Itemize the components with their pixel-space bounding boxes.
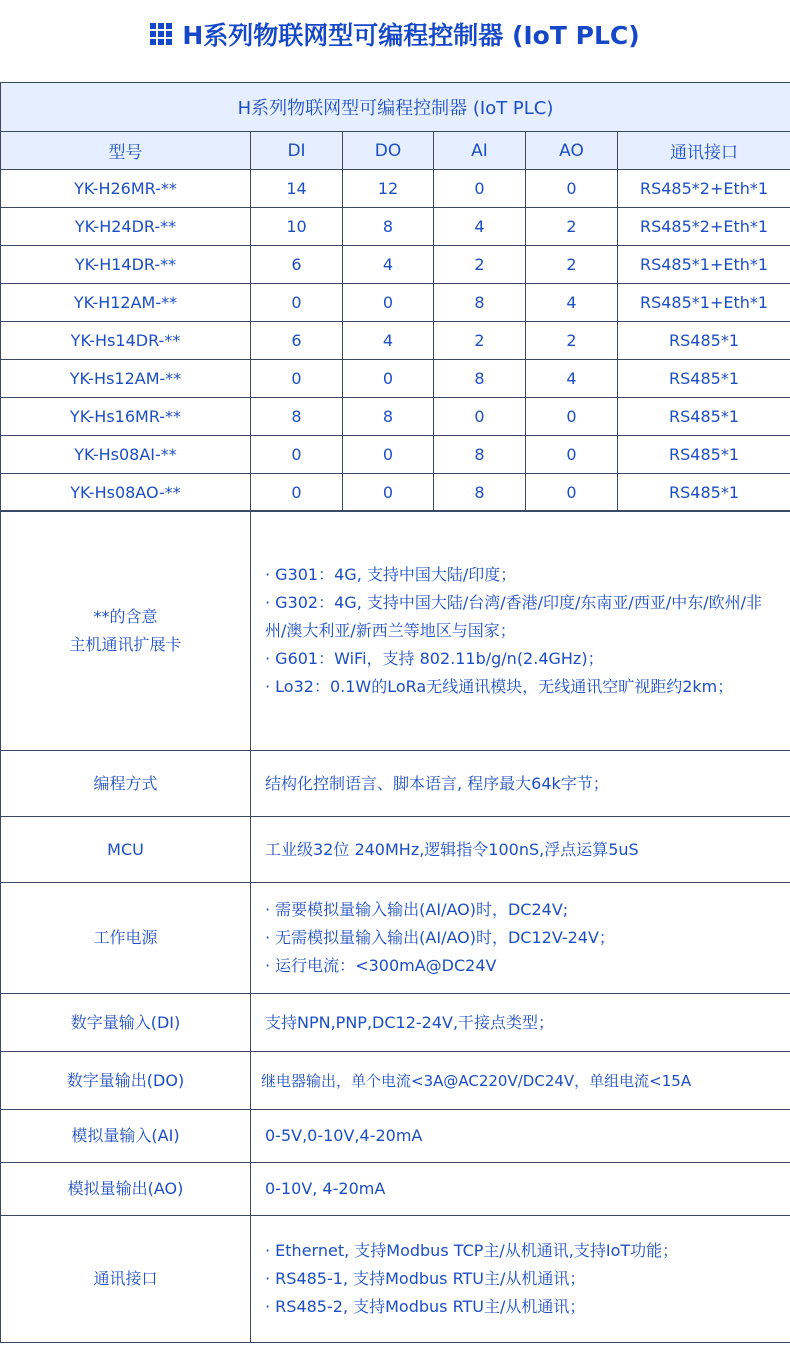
ao-cell: 0 xyxy=(526,474,618,512)
model-cell: YK-Hs08AO-** xyxy=(1,474,251,512)
feature-value: · 需要模拟量输入输出(AI/AO)时，DC24V; · 无需模拟量输入输出(AI/AO)时，DC12V-24V； · 运行电流：<300mA@DC24V xyxy=(251,883,790,994)
feature-label: **的含意 主机通讯扩展卡 xyxy=(1,511,251,751)
model-cell: YK-Hs08AI-** xyxy=(1,436,251,474)
feature-row-di xyxy=(1,994,790,1052)
feature-label: MCU xyxy=(1,817,251,883)
ao-cell: 4 xyxy=(526,284,618,322)
ao-cell: 2 xyxy=(526,246,618,284)
di-cell: 14 xyxy=(251,170,343,208)
feature-label: 数字量输出(DO) xyxy=(1,1052,251,1110)
di-cell: 6 xyxy=(251,246,343,284)
feature-row-ao xyxy=(1,1163,790,1216)
feature-value: 继电器输出，单个电流<3A@AC220V/DC24V，单组电流<15A xyxy=(251,1052,790,1110)
ai-cell: 0 xyxy=(434,398,526,436)
feature-label: 模拟量输出(AO) xyxy=(1,1163,251,1216)
page-title xyxy=(0,14,790,54)
feature-value: 支持NPN,PNP,DC12-24V,干接点类型； xyxy=(251,994,790,1052)
feature-row-ai xyxy=(1,1110,790,1163)
model-cell: YK-H26MR-** xyxy=(1,170,251,208)
table-row xyxy=(1,436,790,474)
do-cell: 0 xyxy=(343,284,434,322)
feature-value: 工业级32位 240MHz,逻辑指令100nS,浮点运算5uS xyxy=(251,817,790,883)
ai-cell: 2 xyxy=(434,246,526,284)
feature-label: 数字量输入(DI) xyxy=(1,994,251,1052)
table-row xyxy=(1,360,790,398)
ai-cell: 8 xyxy=(434,474,526,512)
do-cell: 0 xyxy=(343,474,434,512)
model-cell: YK-Hs16MR-** xyxy=(1,398,251,436)
ai-cell: 8 xyxy=(434,284,526,322)
model-cell: YK-Hs12AM-** xyxy=(1,360,251,398)
column-header-model: 型号 xyxy=(1,132,251,170)
interface-cell: RS485*1 xyxy=(618,360,790,398)
feature-value: · Ethernet, 支持Modbus TCP主/从机通讯,支持IoT功能； · RS485-1, 支持Modbus RTU主/从机通讯； · RS485-2, 支持Modbus RTU主/从机通讯； xyxy=(251,1216,790,1343)
ao-cell: 2 xyxy=(526,208,618,246)
feature-label: 工作电源 xyxy=(1,883,251,994)
table-row xyxy=(1,284,790,322)
feature-value: · G301：4G, 支持中国大陆/印度； · G302：4G, 支持中国大陆/台湾/香港/印度/东南亚/西亚/中东/欧州/非州/澳大利亚/新西兰等地区与国家； · G601：WiFi，支持 802.11b/g/n(2.4GHz)； · Lo32：0.1W的LoRa无线通讯模块，无线通讯空旷视距约2km； xyxy=(251,511,790,751)
feature-row-interfaces xyxy=(1,1216,790,1343)
interface-cell: RS485*2+Eth*1 xyxy=(618,208,790,246)
feature-row-programming xyxy=(1,751,790,817)
feature-label: 通讯接口 xyxy=(1,1216,251,1343)
interface-cell: RS485*1 xyxy=(618,398,790,436)
table-row xyxy=(1,398,790,436)
do-cell: 4 xyxy=(343,246,434,284)
feature-value: 结构化控制语言、脚本语言, 程序最大64k字节； xyxy=(251,751,790,817)
di-cell: 0 xyxy=(251,360,343,398)
do-cell: 8 xyxy=(343,208,434,246)
column-header-interface: 通讯接口 xyxy=(618,132,790,170)
feature-row-suffix-meaning xyxy=(1,511,790,751)
do-cell: 0 xyxy=(343,436,434,474)
ai-cell: 2 xyxy=(434,322,526,360)
column-header-ai: AI xyxy=(434,132,526,170)
model-cell: YK-H24DR-** xyxy=(1,208,251,246)
table-row xyxy=(1,208,790,246)
feature-value: 0-10V, 4-20mA xyxy=(251,1163,790,1216)
do-cell: 4 xyxy=(343,322,434,360)
model-cell: YK-Hs14DR-** xyxy=(1,322,251,360)
do-cell: 12 xyxy=(343,170,434,208)
interface-cell: RS485*1+Eth*1 xyxy=(618,284,790,322)
di-cell: 0 xyxy=(251,436,343,474)
model-spec-table xyxy=(0,82,790,512)
table-row xyxy=(1,246,790,284)
di-cell: 0 xyxy=(251,474,343,512)
interface-cell: RS485*1 xyxy=(618,322,790,360)
ao-cell: 0 xyxy=(526,170,618,208)
feature-row-do xyxy=(1,1052,790,1110)
interface-cell: RS485*2+Eth*1 xyxy=(618,170,790,208)
feature-label: 编程方式 xyxy=(1,751,251,817)
table-title: H系列物联网型可编程控制器 (IoT PLC) xyxy=(1,83,790,132)
ao-cell: 4 xyxy=(526,360,618,398)
model-cell: YK-H12AM-** xyxy=(1,284,251,322)
di-cell: 6 xyxy=(251,322,343,360)
grid-icon xyxy=(150,23,172,45)
table-row xyxy=(1,474,790,512)
column-header-ao: AO xyxy=(526,132,618,170)
do-cell: 0 xyxy=(343,360,434,398)
feature-row-power xyxy=(1,883,790,994)
feature-label: 模拟量输入(AI) xyxy=(1,1110,251,1163)
di-cell: 0 xyxy=(251,284,343,322)
feature-row-mcu xyxy=(1,817,790,883)
table-row xyxy=(1,322,790,360)
model-cell: YK-H14DR-** xyxy=(1,246,251,284)
di-cell: 8 xyxy=(251,398,343,436)
ai-cell: 8 xyxy=(434,360,526,398)
ao-cell: 2 xyxy=(526,322,618,360)
interface-cell: RS485*1+Eth*1 xyxy=(618,246,790,284)
ai-cell: 4 xyxy=(434,208,526,246)
column-header-do: DO xyxy=(343,132,434,170)
interface-cell: RS485*1 xyxy=(618,474,790,512)
column-header-di: DI xyxy=(251,132,343,170)
ao-cell: 0 xyxy=(526,436,618,474)
do-cell: 8 xyxy=(343,398,434,436)
ai-cell: 0 xyxy=(434,170,526,208)
feature-value: 0-5V,0-10V,4-20mA xyxy=(251,1110,790,1163)
page-title-text: H系列物联网型可编程控制器 (IoT PLC) xyxy=(182,21,640,50)
interface-cell: RS485*1 xyxy=(618,436,790,474)
di-cell: 10 xyxy=(251,208,343,246)
ai-cell: 8 xyxy=(434,436,526,474)
ao-cell: 0 xyxy=(526,398,618,436)
feature-table xyxy=(0,510,790,1343)
table-row xyxy=(1,170,790,208)
